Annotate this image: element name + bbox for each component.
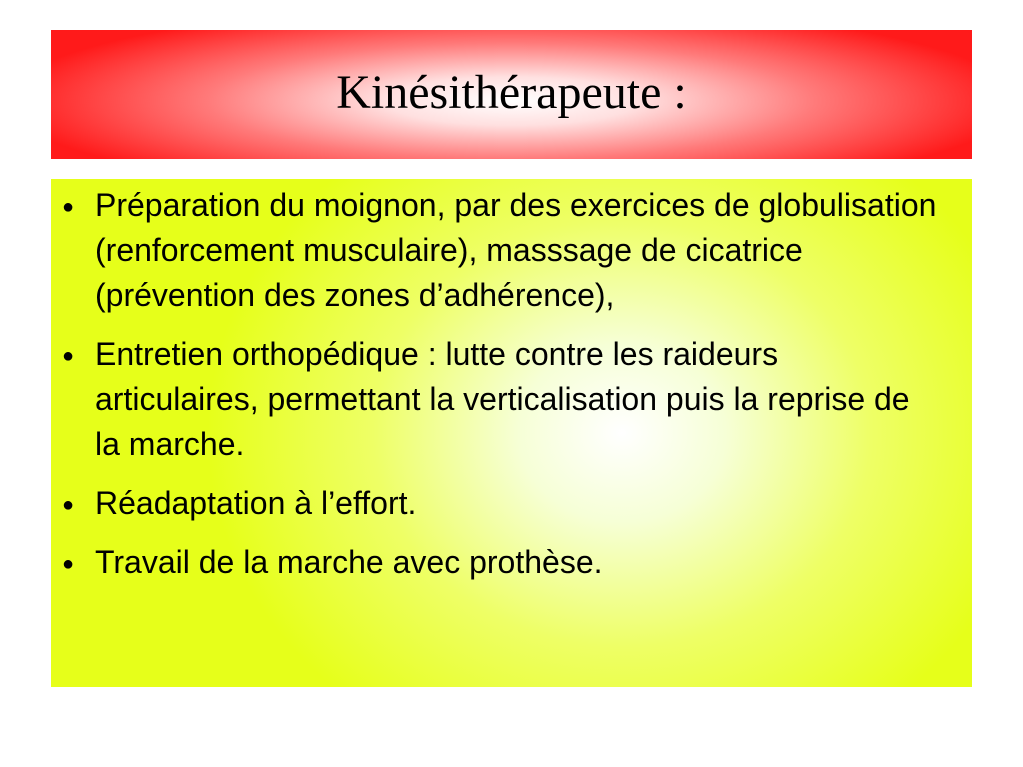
bullet-text: Travail de la marche avec prothèse. [95, 544, 603, 580]
slide-title: Kinésithérapeute : [336, 65, 687, 119]
bullet-text: Réadaptation à l’effort. [95, 485, 417, 521]
content-panel [51, 179, 972, 687]
bullet-list [61, 183, 942, 585]
bullet-text: Préparation du moignon, par des exercices de globulisation (renforcement musculaire), masssage de cicatrice (prévention des zones d’adhérence), [95, 187, 937, 313]
bullet-item [61, 183, 942, 318]
bullet-dot-icon: ● [62, 494, 75, 516]
title-banner [51, 30, 972, 159]
bullet-item [61, 481, 942, 526]
bullet-item [61, 332, 942, 467]
bullet-dot-icon: ● [62, 196, 75, 218]
bullet-item [61, 540, 942, 585]
bullet-text: Entretien orthopédique : lutte contre les raideurs articulaires, permettant la verticalisation puis la reprise de la marche. [95, 336, 910, 462]
bullet-dot-icon: ● [62, 553, 75, 575]
bullet-dot-icon: ● [62, 345, 75, 367]
